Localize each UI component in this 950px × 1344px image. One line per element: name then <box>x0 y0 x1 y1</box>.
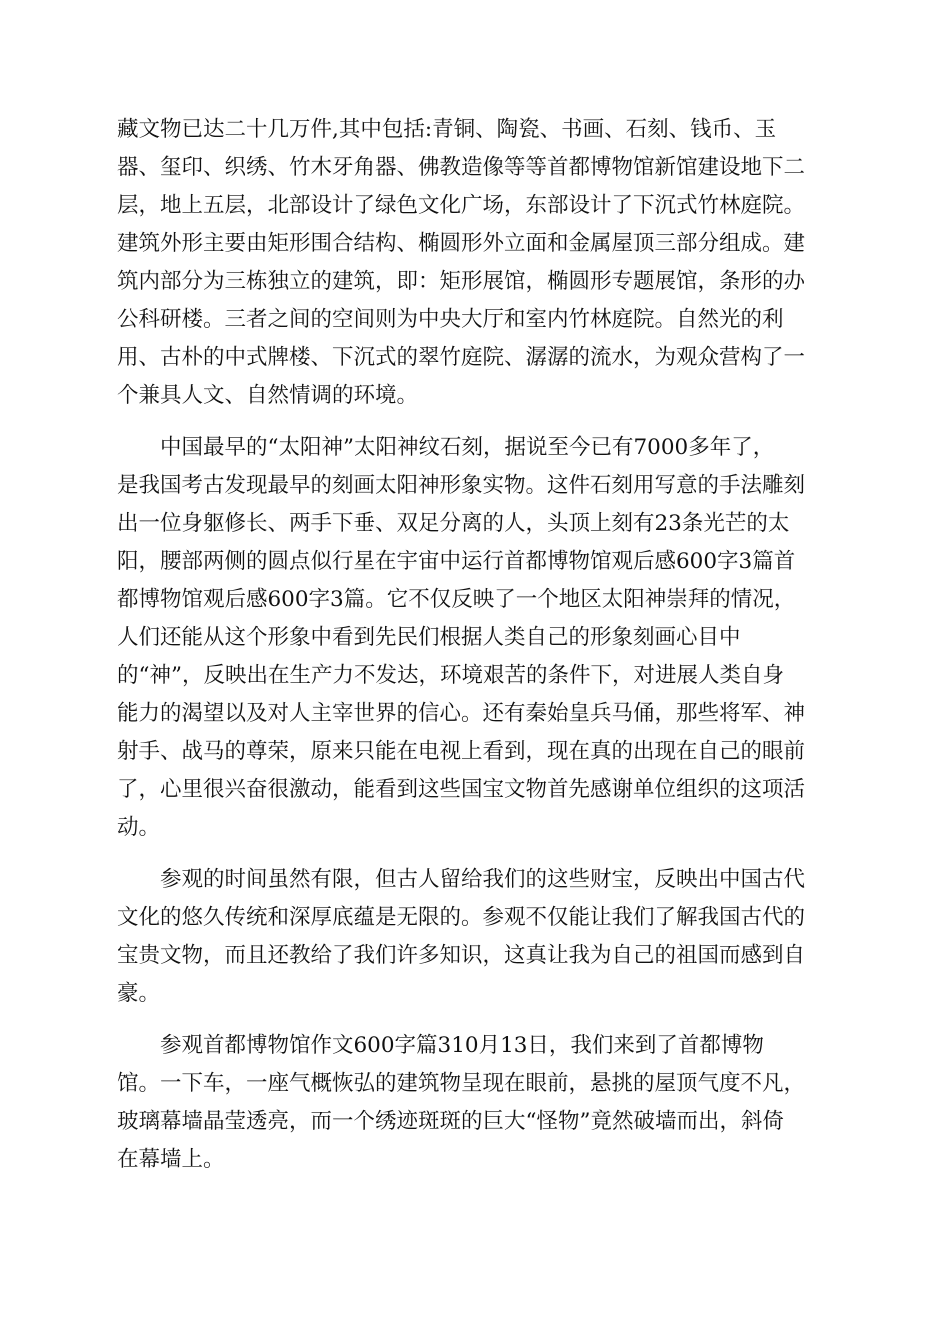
paragraph-1-line-4: 建筑外形主要由矩形围合结构、椭圆形外立面和金属屋顶三部分组成。建 <box>117 231 806 256</box>
paragraph-4-line-2: 馆。一下车，一座气概恢弘的建筑物呈现在眼前，悬挑的屋顶气度不凡， <box>117 1071 806 1096</box>
paragraph-2-line-10: 了，心里很兴奋很激动，能看到这些国宝文物首先感谢单位组织的这项活 <box>117 777 806 802</box>
paragraph-2-line-11: 动。 <box>117 815 161 840</box>
paragraph-4-line-4: 在幕墙上。 <box>117 1147 225 1172</box>
paragraph-4-line-3: 玻璃幕墙晶莹透亮，而一个绣迹斑斑的巨大“怪物”竟然破墙而出，斜倚 <box>117 1109 784 1134</box>
paragraph-2-line-8: 能力的渴望以及对人主宰世界的信心。还有秦始皇兵马俑，那些将军、神 <box>117 701 806 726</box>
paragraph-2-line-6: 人们还能从这个形象中看到先民们根据人类自己的形象刻画心目中 <box>117 625 741 650</box>
paragraph-3-line-4: 豪。 <box>117 981 161 1006</box>
paragraph-3-line-2: 文化的悠久传统和深厚底蕴是无限的。参观不仅能让我们了解我国古代的 <box>117 905 806 930</box>
paragraph-2-line-2: 是我国考古发现最早的刻画太阳神形象实物。这件石刻用写意的手法雕刻 <box>117 473 806 498</box>
paragraph-2-line-9: 射手、战马的尊荣，原来只能在电视上看到，现在真的出现在自己的眼前 <box>117 739 806 764</box>
paragraph-3-line-1: 参观的时间虽然有限，但古人留给我们的这些财宝，反映出中国古代 <box>160 867 806 892</box>
paragraph-2-line-3: 出一位身躯修长、两手下垂、双足分离的人，头顶上刻有23条光芒的太 <box>117 511 790 536</box>
paragraph-1-line-5: 筑内部分为三栋独立的建筑，即：矩形展馆，椭圆形专题展馆，条形的办 <box>117 269 806 294</box>
paragraph-4-line-1: 参观首都博物馆作文600字篇310月13日，我们来到了首都博物 <box>160 1033 764 1058</box>
paragraph-1-line-7: 用、古朴的中式牌楼、下沉式的翠竹庭院、潺潺的流水，为观众营构了一 <box>117 345 806 370</box>
paragraph-1-line-8: 个兼具人文、自然情调的环境。 <box>117 383 419 408</box>
paragraph-1-line-2: 器、玺印、织绣、竹木牙角器、佛教造像等等首都博物馆新馆建设地下二 <box>117 155 806 180</box>
paragraph-2-line-5: 都博物馆观后感600字3篇。它不仅反映了一个地区太阳神崇拜的情况， <box>117 587 796 612</box>
paragraph-2-line-4: 阳，腰部两侧的圆点似行星在宇宙中运行首都博物馆观后感600字3篇首 <box>117 549 796 574</box>
paragraph-1-line-3: 层，地上五层，北部设计了绿色文化广场，东部设计了下沉式竹林庭院。 <box>117 193 806 218</box>
paragraph-3-line-3: 宝贵文物，而且还教给了我们许多知识，这真让我为自己的祖国而感到自 <box>117 943 806 968</box>
paragraph-2-line-7: 的“神”，反映出在生产力不发达，环境艰苦的条件下，对进展人类自身 <box>117 663 784 688</box>
paragraph-1-line-1: 藏文物已达二十几万件,其中包括:青铜、陶瓷、书画、石刻、钱币、玉 <box>117 117 777 142</box>
paragraph-1-line-6: 公科研楼。三者之间的空间则为中央大厅和室内竹林庭院。自然光的利 <box>117 307 784 332</box>
paragraph-2-line-1: 中国最早的“太阳神”太阳神纹石刻，据说至今已有7000多年了， <box>160 435 775 460</box>
